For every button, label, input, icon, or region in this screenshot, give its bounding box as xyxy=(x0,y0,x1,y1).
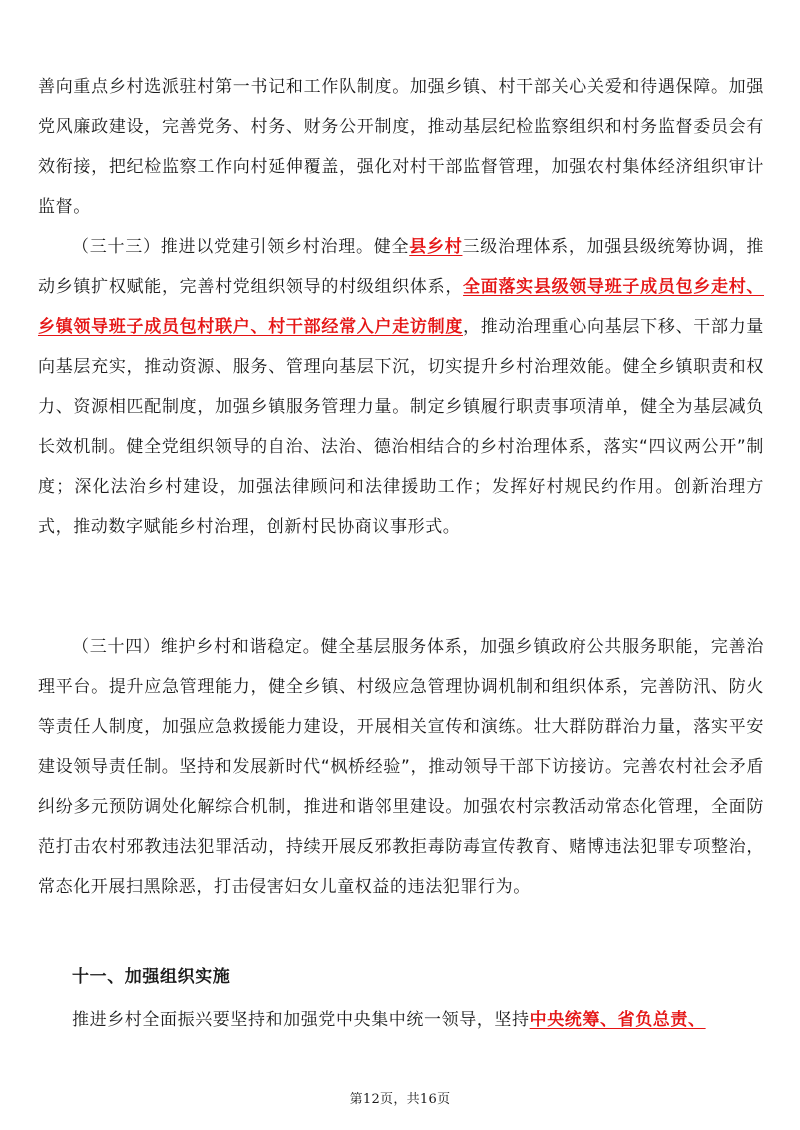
section-heading: 十一、加强组织实施 xyxy=(72,967,231,987)
governance-text-2: 三级治理体系，加强县级统筹协调，推动乡镇扩权赋能，完善村党组织领导的村级组织体系， xyxy=(38,237,765,297)
highlight-central-coordination: 中央统筹、省负总责、 xyxy=(529,1010,706,1030)
paragraph-rural-stability: （三十四）维护乡村和谐稳定。健全基层服务体系，加强乡镇政府公共服务职能，完善治理平台。提升应急管理能力，健全乡镇、村级应急管理协调机制和组织体系，完善防汛、防火等责任人制度，加强应急救援能力建设，开展相关宣传和演练。壮大群防群治力量，落实平安建设领导责任制。坚持和发展新时代“枫桥经验”，推动领导干部下访接访。完善农村社会矛盾纠纷多元预防调处化解综合机制，推进和谐邻里建设。加强农村宗教活动常态化管理，全面防范打击农村邪教违法犯罪活动，持续开展反邪教拒毒防毒宣传教育、赌博违法犯罪专项整治，常态化开展扫黑除恶，打击侵害妇女儿童权益的违法犯罪行为。 xyxy=(38,637,764,897)
governance-text-3: ，推动治理重心向基层下移、干部力量向基层充实，推动资源、服务、管理向基层下沉，切实提升乡村治理效能。健全乡镇职责和权力、资源相匹配制度，加强乡镇服务管理力量。制定乡镇履行职责事项清单，健全为基层减负长效机制。健全党组织领导的自治、法治、德治相结合的乡村治理体系，落实“四议两公开”制度；深化法治乡村建设，加强法律顾问和法律援助工作；发挥好村规民约作用。创新治理方式，推动数字赋能乡村治理，创新村民协商议事形式。 xyxy=(38,317,765,537)
governance-text-1: （三十三）推进以党建引领乡村治理。健全 xyxy=(72,237,410,257)
highlight-leadership-visits: 全面落实县级领导班子成员包乡走村、乡镇领导班子成员包村联户、村干部经常入户走访制度 xyxy=(38,277,765,337)
page-number-footer: 第12页，共16页 xyxy=(349,1092,451,1107)
organization-text-1: 推进乡村全面振兴要坚持和加强党中央集中统一领导，坚持 xyxy=(72,1010,530,1030)
paragraph-party-conduct: 善向重点乡村选派驻村第一书记和工作队制度。加强乡镇、村干部关心关爱和待遇保障。加强党风廉政建设，完善党务、村务、财务公开制度，推动基层纪检监察组织和村务监督委员会有效衔接，把纪检监察工作向村延伸覆盖，强化对村干部监督管理，加强农村集体经济组织审计监督。 xyxy=(38,77,764,217)
paragraph-rural-governance xyxy=(38,227,764,547)
highlight-county-township-village: 县乡村 xyxy=(409,237,463,257)
paragraph-organization xyxy=(38,1000,764,1040)
